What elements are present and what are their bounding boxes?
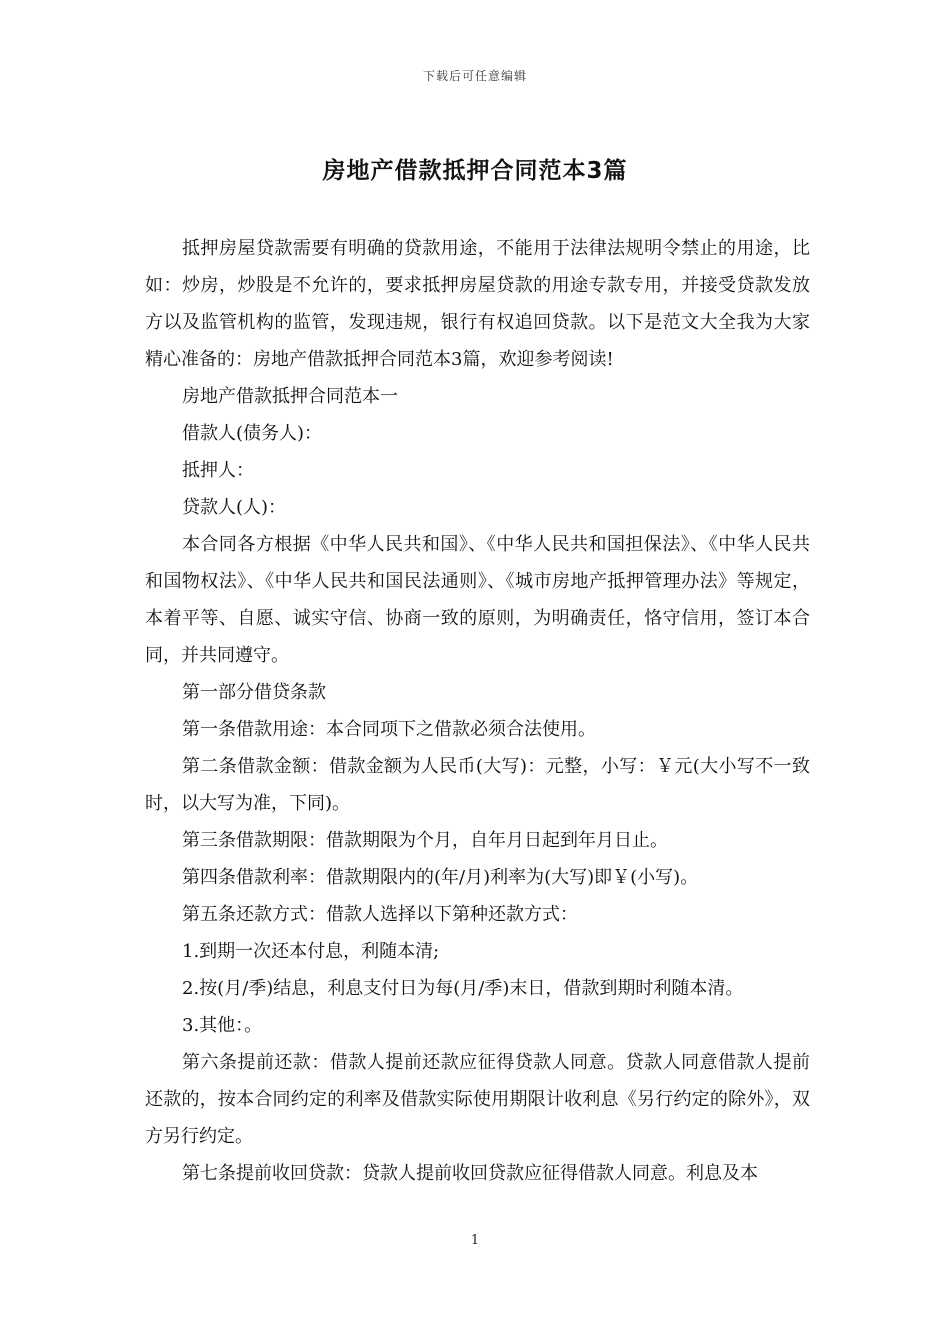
- article-6-prepayment: 第六条提前还款：借款人提前还款应征得贷款人同意。贷款人同意借款人提前还款的，按本合同约定的利率及借款实际使用期限计收利息《另行约定的除外》，双方另行约定。: [145, 1052, 810, 1147]
- page-header-note: 下载后可任意编辑: [422, 69, 527, 83]
- article-1-purpose: 第一条借款用途：本合同项下之借款必须合法使用。: [182, 719, 596, 740]
- article-3-term: 第三条借款期限：借款期限为个月，自年月日起到年月日止。: [182, 830, 668, 851]
- repayment-option-2: 2.按(月/季)结息，利息支付日为每(月/季)末日，借款到期时利随本清。: [182, 978, 744, 999]
- section-heading-contract-one: 房地产借款抵押合同范本一: [182, 386, 398, 407]
- article-2-amount: 第二条借款金额：借款金额为人民币(大写)：元整，小写：￥元(大小写不一致时，以大写为准，下同)。: [145, 756, 810, 814]
- party-mortgagor-line: 抵押人：: [182, 460, 254, 481]
- preamble-paragraph: 本合同各方根据《中华人民共和国》、《中华人民共和国担保法》、《中华人民共和国物权法》、《中华人民共和国民法通则》、《城市房地产抵押管理办法》等规定，本着平等、自愿、诚实守信、协商一致的原则，为明确责任，恪守信用，签订本合同，并共同遵守。: [145, 534, 810, 666]
- intro-paragraph: 抵押房屋贷款需要有明确的贷款用途，不能用于法律法规明令禁止的用途，比如：炒房，炒股是不允许的，要求抵押房屋贷款的用途专款专用，并接受贷款发放方以及监管机构的监管，发现违规，银行有权追回贷款。以下是范文大全我为大家精心准备的：房地产借款抵押合同范本3篇，欢迎参考阅读!: [145, 238, 810, 370]
- document-body: [145, 230, 810, 1192]
- party-lender-line: 贷款人(人)：: [182, 497, 287, 518]
- article-5-repayment: 第五条还款方式：借款人选择以下第种还款方式：: [182, 904, 578, 925]
- article-4-rate: 第四条借款利率：借款期限内的(年/月)利率为(大写)即￥(小写)。: [182, 867, 699, 888]
- repayment-option-3: 3.其他：。: [182, 1015, 263, 1036]
- document-title: 房地产借款抵押合同范本3篇: [322, 158, 628, 184]
- party-borrower-line: 借款人(债务人)：: [182, 423, 323, 444]
- repayment-option-1: 1.到期一次还本付息，利随本清;: [182, 941, 440, 962]
- article-7-early-recall: 第七条提前收回贷款：贷款人提前收回贷款应征得借款人同意。利息及本: [182, 1163, 758, 1184]
- page-number: 1: [470, 1233, 480, 1248]
- part-one-heading: 第一部分借贷条款: [182, 682, 326, 703]
